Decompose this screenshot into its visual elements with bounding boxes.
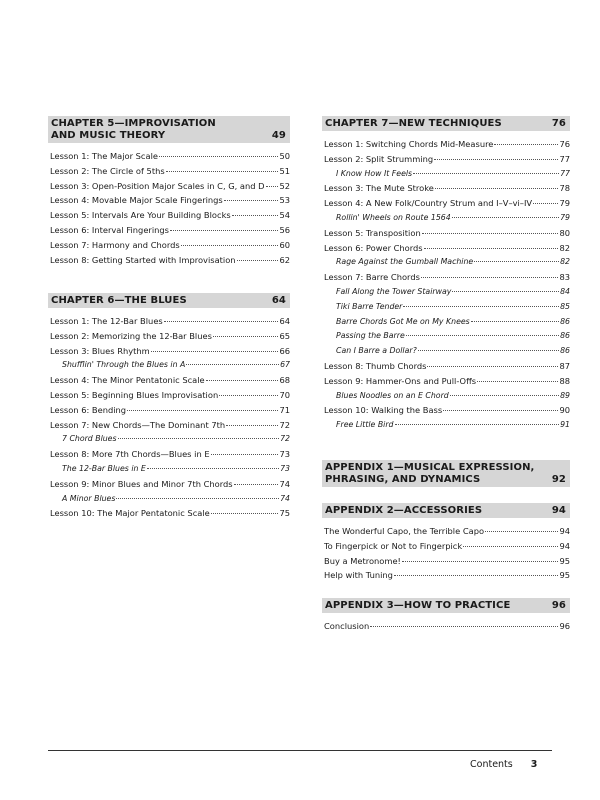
entry-title: Free Little Bird	[336, 420, 394, 430]
entry-title: Lesson 5: Beginning Blues Improvisation	[50, 389, 219, 400]
entry-page: 79	[560, 212, 570, 222]
song-entry[interactable]	[322, 211, 570, 226]
dot-leader	[224, 200, 279, 201]
entry-title: Lesson 2: The Circle of 5ths	[50, 165, 165, 176]
entry-title: Conclusion	[324, 621, 370, 631]
lesson-entry[interactable]	[322, 196, 570, 211]
lesson-entry[interactable]	[48, 314, 290, 329]
entry-page: 95	[559, 570, 570, 581]
dot-leader	[471, 321, 559, 322]
entry-page: 53	[279, 195, 290, 206]
dot-leader	[213, 336, 279, 337]
entry-page: 83	[559, 272, 570, 283]
footer-divider	[48, 750, 552, 751]
lesson-entry[interactable]	[322, 226, 570, 241]
lesson-entry[interactable]	[322, 374, 570, 389]
lesson-entry[interactable]	[48, 238, 290, 253]
entry-page: 50	[279, 151, 290, 161]
song-entry[interactable]	[48, 462, 290, 477]
entry-page: 65	[279, 330, 290, 341]
entry-title: Rage Against the Gumball Machine	[336, 257, 474, 267]
section-header[interactable]	[322, 503, 570, 518]
dot-leader	[413, 173, 559, 174]
entry-page: 71	[279, 404, 290, 415]
dot-leader	[234, 484, 279, 485]
dot-leader	[159, 156, 278, 157]
dot-leader	[186, 364, 279, 365]
section-title: APPENDIX 3—HOW TO PRACTICE	[325, 600, 511, 611]
dot-leader	[266, 186, 279, 187]
lesson-entry[interactable]	[48, 253, 290, 268]
lesson-entry[interactable]	[322, 359, 570, 374]
section-ch7	[322, 116, 570, 433]
entry-title: Lesson 5: Transposition	[324, 227, 421, 238]
dot-leader	[424, 248, 559, 249]
dot-leader	[403, 306, 559, 307]
entry-title: Rollin' Wheels on Route 1564	[336, 212, 451, 222]
section-header[interactable]	[322, 116, 570, 131]
dot-leader	[211, 513, 279, 514]
song-entry[interactable]	[48, 492, 290, 507]
entry-title: Help with Tuning	[324, 570, 393, 581]
entry-title: Lesson 2: Memorizing the 12-Bar Blues	[50, 330, 212, 341]
song-entry[interactable]	[322, 255, 570, 270]
lesson-entry[interactable]	[48, 344, 290, 359]
dot-leader	[443, 410, 558, 411]
entry-page: 91	[560, 420, 570, 430]
entry-title: Lesson 8: Thumb Chords	[324, 360, 427, 371]
dot-leader	[485, 531, 558, 532]
lesson-entry[interactable]	[48, 193, 290, 208]
lesson-entry[interactable]	[322, 539, 570, 554]
entry-page: 96	[559, 621, 570, 631]
entry-page: 90	[559, 405, 570, 416]
entry-title: Lesson 5: Intervals Are Your Building Blocks	[50, 210, 231, 221]
lesson-entry[interactable]	[48, 403, 290, 418]
entry-title: Lesson 1: Switching Chords Mid-Measure	[324, 139, 494, 149]
section-title: CHAPTER 7—NEW TECHNIQUES	[325, 118, 502, 129]
entry-title: Lesson 8: Getting Started with Improvisation	[50, 254, 236, 265]
entry-page: 73	[279, 449, 290, 460]
dot-leader	[422, 233, 559, 234]
lesson-entry[interactable]	[48, 179, 290, 194]
section-title: CHAPTER 6—THE BLUES	[51, 295, 187, 306]
song-entry[interactable]	[322, 418, 570, 433]
entry-page: 54	[279, 210, 290, 221]
lesson-entry[interactable]	[48, 208, 290, 223]
entry-title: Lesson 4: The Minor Pentatonic Scale	[50, 375, 205, 386]
entry-page: 68	[279, 375, 290, 386]
dot-leader	[533, 203, 558, 204]
lesson-entry[interactable]	[322, 181, 570, 196]
lesson-entry[interactable]	[48, 329, 290, 344]
entry-page: 60	[279, 239, 290, 250]
dot-leader	[370, 626, 558, 627]
lesson-entry[interactable]	[322, 241, 570, 256]
song-entry[interactable]	[48, 432, 290, 447]
entry-title: A Minor Blues	[62, 493, 116, 503]
dot-leader	[463, 546, 558, 547]
dot-leader	[474, 261, 559, 262]
dot-leader	[494, 144, 558, 145]
entry-page: 86	[560, 316, 570, 326]
lesson-entry[interactable]	[48, 388, 290, 403]
entry-page: 82	[560, 257, 570, 267]
entry-page: 76	[559, 139, 570, 149]
entry-title: Lesson 6: Bending	[50, 404, 127, 415]
section-page: 96	[551, 600, 566, 611]
entry-title: Lesson 1: The Major Scale	[50, 151, 158, 161]
dot-leader	[116, 498, 279, 499]
section-ch6	[48, 293, 290, 521]
section-title: APPENDIX 2—ACCESSORIES	[325, 505, 483, 516]
dot-leader	[237, 260, 279, 261]
entry-page: 94	[559, 540, 570, 551]
entry-page: 87	[559, 360, 570, 371]
entry-title: Passing the Barre	[336, 331, 405, 341]
section-appendix-2	[322, 503, 570, 583]
lesson-entry[interactable]	[48, 447, 290, 462]
entry-title: Lesson 6: Power Chords	[324, 242, 423, 253]
section-page: 94	[551, 505, 566, 516]
entry-title: Fall Along the Tower Stairway	[336, 286, 452, 296]
entry-title: Blues Noodles on an E Chord	[336, 390, 449, 400]
lesson-entry[interactable]	[322, 568, 570, 583]
lesson-entry[interactable]	[322, 619, 570, 634]
entry-title: Lesson 7: Harmony and Chords	[50, 239, 180, 250]
entry-title: Lesson 3: Blues Rhythm	[50, 345, 150, 356]
entry-title: Buy a Metronome!	[324, 555, 401, 566]
entry-title: Lesson 4: A New Folk/Country Strum and I–V–vi–IV	[324, 198, 533, 209]
section-header[interactable]	[48, 293, 290, 308]
entry-title: Lesson 3: Open-Position Major Scales in C, G, and D	[50, 180, 265, 191]
dot-leader	[434, 159, 558, 160]
entry-page: 85	[560, 301, 570, 311]
entry-title: Lesson 10: The Major Pentatonic Scale	[50, 508, 210, 519]
page-number: 3	[530, 759, 538, 770]
lesson-entry[interactable]	[322, 554, 570, 569]
section-title: APPENDIX 1—MUSICAL EXPRESSION, PHRASING, AND DYNAMICS	[325, 462, 535, 485]
dot-leader	[232, 215, 279, 216]
lesson-entry[interactable]	[48, 477, 290, 492]
entry-title: Barre Chords Got Me on My Knees	[336, 316, 470, 326]
entry-title: Lesson 2: Split Strumming	[324, 153, 434, 164]
song-entry[interactable]	[322, 300, 570, 315]
dot-leader	[452, 291, 559, 292]
entry-title: Lesson 9: Hammer-Ons and Pull-Offs	[324, 375, 477, 386]
lesson-entry[interactable]	[48, 373, 290, 388]
dot-leader	[211, 454, 279, 455]
dot-leader	[477, 381, 558, 382]
entry-page: 72	[280, 434, 290, 444]
dot-leader	[452, 217, 559, 218]
entry-page: 95	[559, 555, 570, 566]
entry-title: 7 Chord Blues	[62, 434, 117, 444]
song-entry[interactable]	[322, 167, 570, 182]
section-page: 64	[271, 295, 286, 306]
entry-title: Lesson 8: More 7th Chords—Blues in E	[50, 449, 210, 460]
lesson-entry[interactable]	[48, 418, 290, 433]
dot-leader	[206, 380, 279, 381]
song-entry[interactable]	[48, 358, 290, 373]
entry-page: 84	[560, 286, 570, 296]
entry-page: 75	[279, 508, 290, 519]
lesson-entry[interactable]	[322, 524, 570, 539]
lesson-entry[interactable]	[48, 223, 290, 238]
lesson-entry[interactable]	[48, 149, 290, 164]
entry-page: 74	[279, 478, 290, 489]
dot-leader	[219, 395, 278, 396]
lesson-entry[interactable]	[322, 270, 570, 285]
section-page: 49	[271, 130, 286, 141]
entry-page: 62	[279, 254, 290, 265]
entry-title: Lesson 10: Walking the Bass	[324, 405, 443, 416]
dot-leader	[450, 395, 559, 396]
entry-page: 79	[559, 198, 570, 209]
dot-leader	[427, 366, 558, 367]
lesson-entry[interactable]	[322, 137, 570, 152]
dot-leader	[402, 561, 559, 562]
section-appendix-1	[322, 460, 570, 487]
entry-title: The Wonderful Capo, the Terrible Capo	[324, 526, 485, 536]
entry-page: 77	[559, 153, 570, 164]
dot-leader	[181, 245, 279, 246]
lesson-entry[interactable]	[48, 506, 290, 521]
song-entry[interactable]	[322, 344, 570, 359]
entry-title: Lesson 1: The 12-Bar Blues	[50, 316, 163, 326]
section-ch5	[48, 116, 290, 267]
entry-title: Lesson 3: The Mute Stroke	[324, 183, 434, 194]
entry-title: Shufflin' Through the Blues in A	[62, 360, 186, 370]
entry-page: 86	[560, 331, 570, 341]
entry-page: 94	[559, 526, 570, 536]
entry-page: 77	[560, 168, 570, 178]
entry-title: Tiki Barre Tender	[336, 301, 403, 311]
dot-leader	[406, 335, 559, 336]
dot-leader	[170, 230, 278, 231]
lesson-entry[interactable]	[322, 403, 570, 418]
song-entry[interactable]	[322, 389, 570, 404]
section-header[interactable]	[322, 460, 570, 487]
footer	[470, 759, 537, 770]
dot-leader	[151, 351, 279, 352]
song-entry[interactable]	[322, 315, 570, 330]
dot-leader	[147, 468, 279, 469]
section-header[interactable]	[322, 598, 570, 613]
section-title: CHAPTER 5—IMPROVISATION AND MUSIC THEORY	[51, 118, 216, 141]
dot-leader	[394, 575, 558, 576]
dot-leader	[395, 424, 560, 425]
entry-page: 52	[279, 180, 290, 191]
entry-title: Lesson 7: New Chords—The Dominant 7th	[50, 419, 226, 430]
dot-leader	[418, 350, 559, 351]
entry-title: Lesson 4: Movable Major Scale Fingerings	[50, 195, 223, 206]
section-header[interactable]	[48, 116, 290, 143]
dot-leader	[226, 425, 278, 426]
dot-leader	[127, 410, 278, 411]
lesson-entry[interactable]	[322, 152, 570, 167]
entry-title: Lesson 7: Barre Chords	[324, 272, 420, 283]
entry-title: Can I Barre a Dollar?	[336, 346, 417, 356]
entry-page: 80	[559, 227, 570, 238]
footer-label: Contents	[470, 759, 513, 770]
entry-page: 73	[280, 463, 290, 473]
section-appendix-3	[322, 598, 570, 634]
entry-page: 51	[279, 165, 290, 176]
dot-leader	[421, 277, 559, 278]
entry-page: 72	[279, 419, 290, 430]
entry-page: 66	[279, 345, 290, 356]
entry-title: To Fingerpick or Not to Fingerpick	[324, 540, 463, 551]
song-entry[interactable]	[322, 285, 570, 300]
entry-page: 74	[280, 493, 290, 503]
dot-leader	[118, 438, 280, 439]
dot-leader	[164, 321, 279, 322]
entry-page: 78	[559, 183, 570, 194]
entry-title: I Know How It Feels	[336, 168, 413, 178]
entry-page: 82	[559, 242, 570, 253]
entry-page: 88	[559, 375, 570, 386]
dot-leader	[166, 171, 279, 172]
entry-page: 56	[279, 224, 290, 235]
entry-title: Lesson 6: Interval Fingerings	[50, 224, 169, 235]
section-page: 76	[551, 118, 566, 129]
section-page: 92	[551, 474, 566, 485]
entry-title: The 12-Bar Blues in E	[62, 463, 146, 473]
dot-leader	[435, 188, 559, 189]
entry-page: 70	[279, 389, 290, 400]
lesson-entry[interactable]	[48, 164, 290, 179]
entry-page: 67	[280, 360, 290, 370]
entry-page: 89	[560, 390, 570, 400]
entry-page: 86	[560, 346, 570, 356]
entry-page: 64	[279, 316, 290, 326]
entry-title: Lesson 9: Minor Blues and Minor 7th Chords	[50, 478, 233, 489]
song-entry[interactable]	[322, 329, 570, 344]
